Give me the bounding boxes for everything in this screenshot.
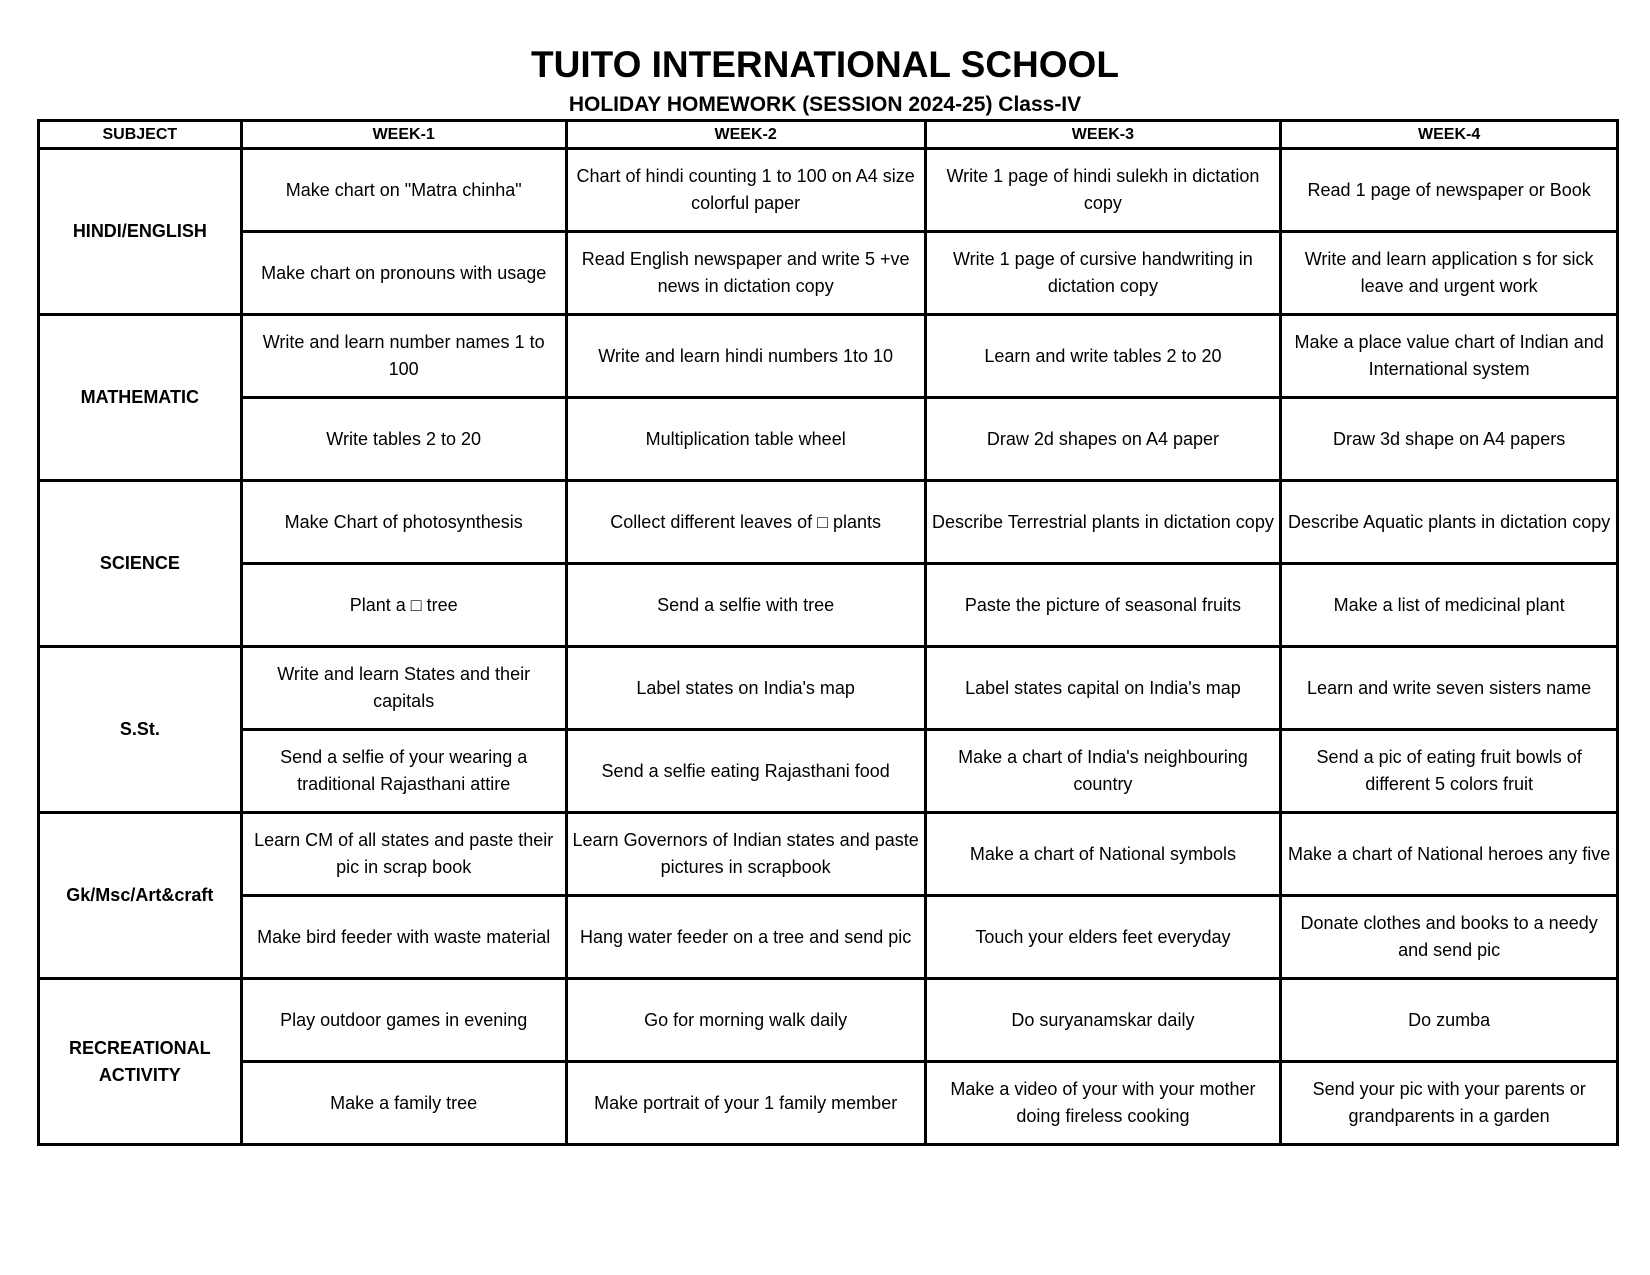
task-cell: Hang water feeder on a tree and send pic (566, 896, 925, 979)
task-cell: Write and learn application s for sick leave and urgent work (1281, 232, 1618, 315)
task-cell: Describe Aquatic plants in dictation copy (1281, 481, 1618, 564)
table-row (39, 564, 1618, 647)
table-header-row (39, 121, 1618, 149)
task-cell: Make chart on pronouns with usage (241, 232, 566, 315)
table-row (39, 232, 1618, 315)
table-row (39, 1062, 1618, 1145)
task-cell: Describe Terrestrial plants in dictation copy (925, 481, 1281, 564)
subject-gk-msc-artcraft: Gk/Msc/Art&craft (39, 813, 242, 979)
homework-subtitle: HOLIDAY HOMEWORK (SESSION 2024-25) Class-IV (568, 93, 1082, 116)
header-week-1: WEEK-1 (241, 121, 566, 149)
task-cell: Touch your elders feet everyday (925, 896, 1281, 979)
table-row (39, 979, 1618, 1062)
task-cell: Write and learn number names 1 to 100 (241, 315, 566, 398)
task-cell: Read English newspaper and write 5 +ve news in dictation copy (566, 232, 925, 315)
task-cell: Make a chart of National symbols (925, 813, 1281, 896)
homework-table (37, 119, 1619, 1146)
table-row (39, 813, 1618, 896)
header-week-2: WEEK-2 (566, 121, 925, 149)
task-cell: Learn and write tables 2 to 20 (925, 315, 1281, 398)
task-cell: Draw 2d shapes on A4 paper (925, 398, 1281, 481)
task-cell: Make a chart of India's neighbouring country (925, 730, 1281, 813)
table-row (39, 730, 1618, 813)
task-cell: Multiplication table wheel (566, 398, 925, 481)
task-cell: Make a list of medicinal plant (1281, 564, 1618, 647)
task-cell: Label states on India's map (566, 647, 925, 730)
task-cell: Write and learn States and their capitals (241, 647, 566, 730)
task-cell: Make a place value chart of Indian and International system (1281, 315, 1618, 398)
header-week-4: WEEK-4 (1281, 121, 1618, 149)
task-cell: Collect different leaves of □ plants (566, 481, 925, 564)
school-title: TUITO INTERNATIONAL SCHOOL (531, 44, 1119, 85)
task-cell: Learn Governors of Indian states and paste pictures in scrapbook (566, 813, 925, 896)
task-cell: Go for morning walk daily (566, 979, 925, 1062)
task-cell: Draw 3d shape on A4 papers (1281, 398, 1618, 481)
task-cell: Write 1 page of cursive handwriting in dictation copy (925, 232, 1281, 315)
task-cell: Do zumba (1281, 979, 1618, 1062)
header-week-3: WEEK-3 (925, 121, 1281, 149)
table-row (39, 481, 1618, 564)
subject-mathematic: MATHEMATIC (39, 315, 242, 481)
task-cell: Make a video of your with your mother doing fireless cooking (925, 1062, 1281, 1145)
task-cell: Write 1 page of hindi sulekh in dictation copy (925, 149, 1281, 232)
task-cell: Make portrait of your 1 family member (566, 1062, 925, 1145)
subject-recreational-activity: RECREATIONAL ACTIVITY (39, 979, 242, 1145)
task-cell: Paste the picture of seasonal fruits (925, 564, 1281, 647)
task-cell: Send a selfie of your wearing a traditional Rajasthani attire (241, 730, 566, 813)
task-cell: Send a selfie eating Rajasthani food (566, 730, 925, 813)
task-cell: Donate clothes and books to a needy and send pic (1281, 896, 1618, 979)
task-cell: Learn CM of all states and paste their pic in scrap book (241, 813, 566, 896)
subject-hindi-english: HINDI/ENGLISH (39, 149, 242, 315)
task-cell: Label states capital on India's map (925, 647, 1281, 730)
task-cell: Write tables 2 to 20 (241, 398, 566, 481)
task-cell: Play outdoor games in evening (241, 979, 566, 1062)
table-row (39, 398, 1618, 481)
header-subject: SUBJECT (39, 121, 242, 149)
task-cell: Make bird feeder with waste material (241, 896, 566, 979)
task-cell: Make a family tree (241, 1062, 566, 1145)
task-cell: Plant a □ tree (241, 564, 566, 647)
subject-sst: S.St. (39, 647, 242, 813)
task-cell: Send your pic with your parents or grandparents in a garden (1281, 1062, 1618, 1145)
task-cell: Write and learn hindi numbers 1to 10 (566, 315, 925, 398)
task-cell: Learn and write seven sisters name (1281, 647, 1618, 730)
table-row (39, 896, 1618, 979)
task-cell: Chart of hindi counting 1 to 100 on A4 size colorful paper (566, 149, 925, 232)
task-cell: Do suryanamskar daily (925, 979, 1281, 1062)
task-cell: Send a pic of eating fruit bowls of different 5 colors fruit (1281, 730, 1618, 813)
table-row (39, 315, 1618, 398)
task-cell: Make a chart of National heroes any five (1281, 813, 1618, 896)
task-cell: Read 1 page of newspaper or Book (1281, 149, 1618, 232)
task-cell: Make chart on "Matra chinha" (241, 149, 566, 232)
task-cell: Make Chart of photosynthesis (241, 481, 566, 564)
task-cell: Send a selfie with tree (566, 564, 925, 647)
subject-science: SCIENCE (39, 481, 242, 647)
table-row (39, 149, 1618, 232)
table-row (39, 647, 1618, 730)
